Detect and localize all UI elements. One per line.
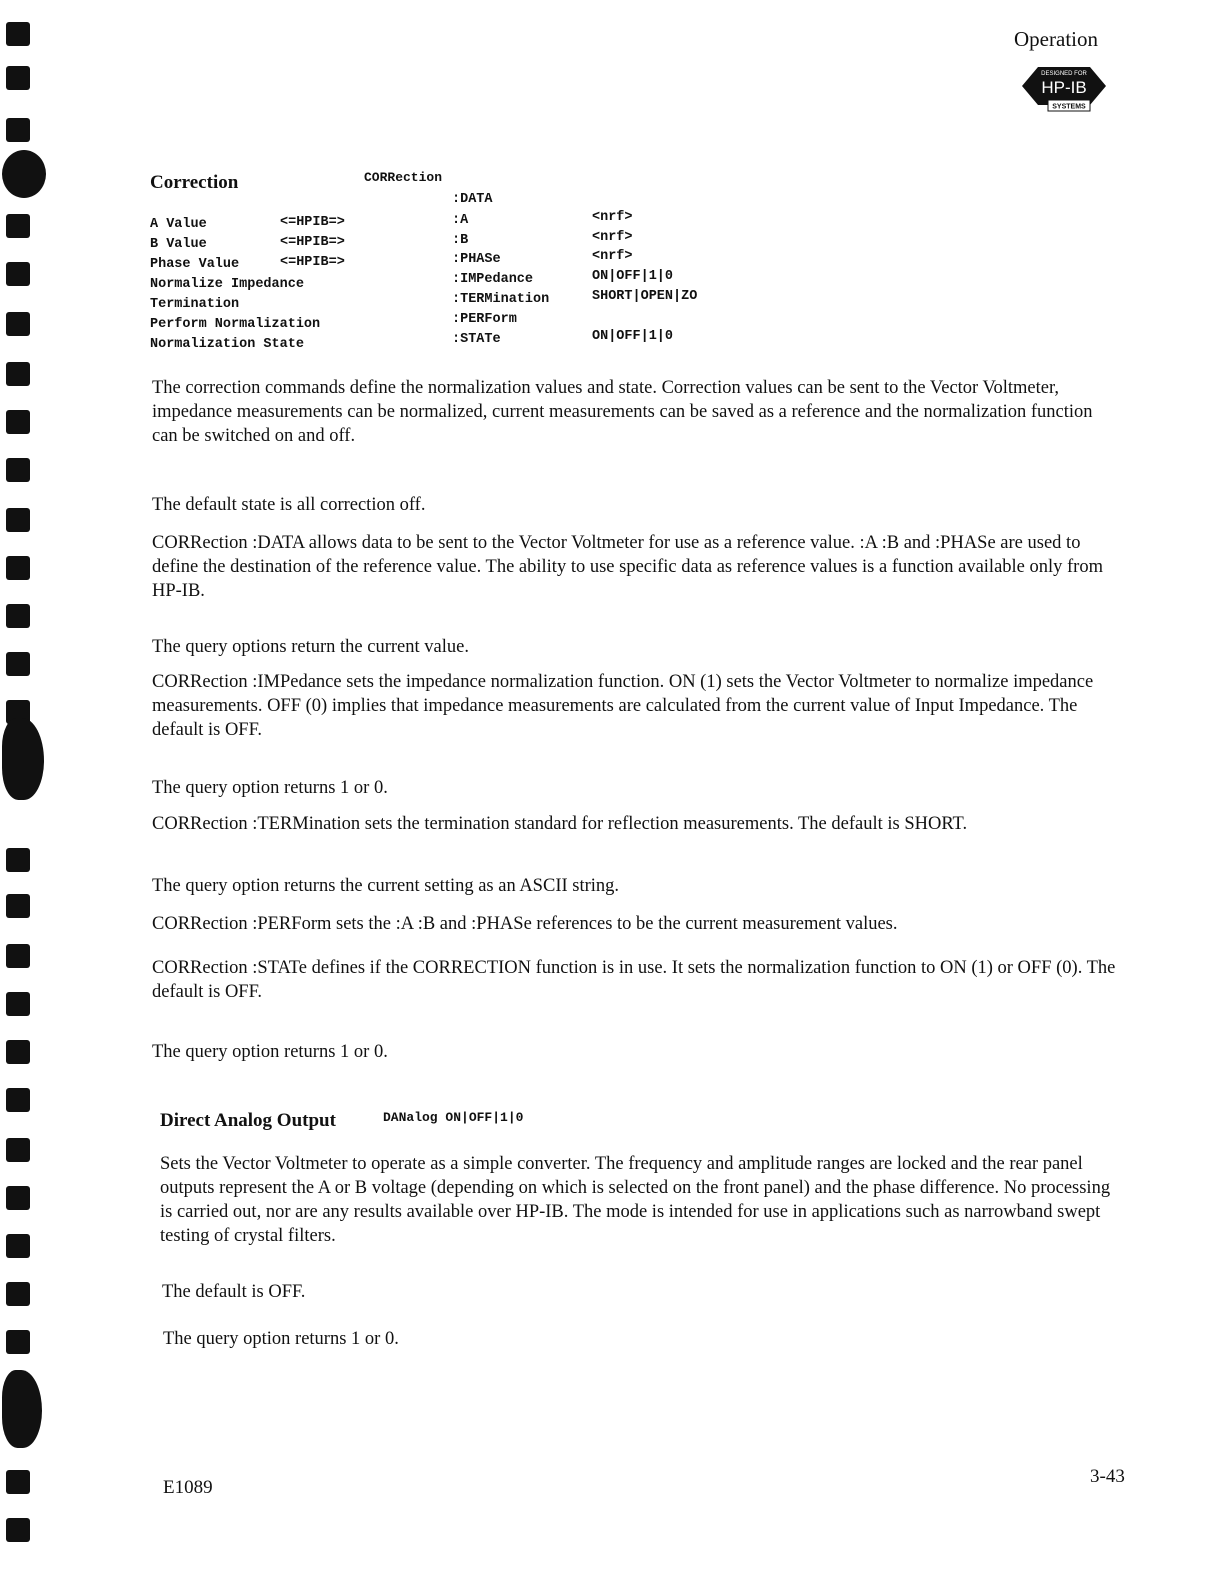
direct-analog-heading: Direct Analog Output: [160, 1110, 336, 1131]
syntax-label: Phase Value: [150, 257, 240, 272]
svg-text:DESIGNED FOR: DESIGNED FOR: [1041, 71, 1087, 77]
syntax-command: :A: [452, 213, 469, 228]
syntax-params: <nrf>: [592, 249, 633, 264]
query-returns-paragraph: The query option returns 1 or 0.: [152, 1042, 388, 1062]
syntax-access: <=HPIB=>: [280, 235, 345, 250]
correction-heading: Correction: [150, 172, 239, 193]
perform-paragraph: CORRection :PERForm sets the :A :B and :PHASe references to be the current measurement values.: [152, 914, 898, 934]
syntax-command: :TERMination: [452, 292, 550, 307]
page-number: 3-43: [1090, 1466, 1125, 1487]
danalog-query-paragraph: The query option returns 1 or 0.: [163, 1329, 399, 1349]
correction-data-node: :DATA: [452, 192, 493, 207]
syntax-access: <=HPIB=>: [280, 215, 345, 230]
binder-holes: [0, 0, 46, 1584]
state-paragraph: CORRection :STATe defines if the CORRECTION function is in use. It sets the normalization function to ON (1) or OFF (0). The default is OFF.: [152, 958, 1116, 1002]
query-current-paragraph: The query options return the current value.: [152, 637, 469, 657]
impedance-paragraph: CORRection :IMPedance sets the impedance normalization function. ON (1) sets the Vector Voltmeter to normalize impedance measurements. OFF (0) implies that impedance measurements are calculated from the current value of Input Impedance. The default is OFF.: [152, 672, 1094, 740]
correction-intro-paragraph: The correction commands define the normalization values and state. Correction values can be sent to the Vector Voltmeter, impedance measurements can be normalized, current measurements can be saved as a reference and the normalization function can be switched on and off.: [152, 378, 1093, 446]
syntax-command: :STATe: [452, 332, 501, 347]
section-title: Operation: [1014, 27, 1098, 51]
syntax-label: Normalization State: [150, 337, 304, 352]
danalog-description-paragraph: Sets the Vector Voltmeter to operate as a simple converter. The frequency and amplitude ranges are locked and the rear panel outputs represent the A or B voltage (depending on which is selected on the front panel) and the phase difference. No processing is carried out, nor are any results available over HP-IB. The mode is intended for use in applications such as narrowband swept testing of crystal filters.: [160, 1154, 1111, 1246]
svg-text:HP-IB: HP-IB: [1041, 78, 1087, 97]
default-state-paragraph: The default state is all correction off.: [152, 495, 426, 515]
syntax-label: Normalize Impedance: [150, 277, 304, 292]
syntax-command: :PERForm: [452, 312, 517, 327]
syntax-params: ON|OFF|1|0: [592, 329, 674, 344]
syntax-command: :PHASe: [452, 252, 501, 267]
syntax-command: :B: [452, 233, 469, 248]
data-paragraph: CORRection :DATA allows data to be sent to the Vector Voltmeter for use as a reference value. :A :B and :PHASe are used to define the destination of the reference value. The ability to use specific data as reference values is a function available only from HP-IB.: [152, 533, 1103, 601]
syntax-label: Perform Normalization: [150, 317, 321, 332]
hp-ib-logo: [1018, 62, 1110, 112]
syntax-label: A Value: [150, 217, 207, 232]
syntax-params: ON|OFF|1|0: [592, 269, 674, 284]
syntax-access: <=HPIB=>: [280, 255, 345, 270]
doc-code: E1089: [163, 1477, 213, 1498]
termination-paragraph: CORRection :TERMination sets the termination standard for reflection measurements. The default is SHORT.: [152, 814, 968, 834]
syntax-label: B Value: [150, 237, 207, 252]
syntax-command: :IMPedance: [452, 272, 534, 287]
syntax-params: <nrf>: [592, 230, 633, 245]
query-returns-paragraph: The query option returns 1 or 0.: [152, 778, 388, 798]
svg-text:SYSTEMS: SYSTEMS: [1052, 103, 1086, 111]
danalog-command: DANalog ON|OFF|1|0: [383, 1110, 524, 1125]
syntax-params: <nrf>: [592, 210, 633, 225]
syntax-label: Termination: [150, 297, 240, 312]
danalog-default-paragraph: The default is OFF.: [162, 1282, 306, 1302]
syntax-params: SHORT|OPEN|ZO: [592, 289, 698, 304]
query-ascii-paragraph: The query option returns the current setting as an ASCII string.: [152, 876, 620, 896]
correction-root-command: CORRection: [364, 170, 443, 185]
